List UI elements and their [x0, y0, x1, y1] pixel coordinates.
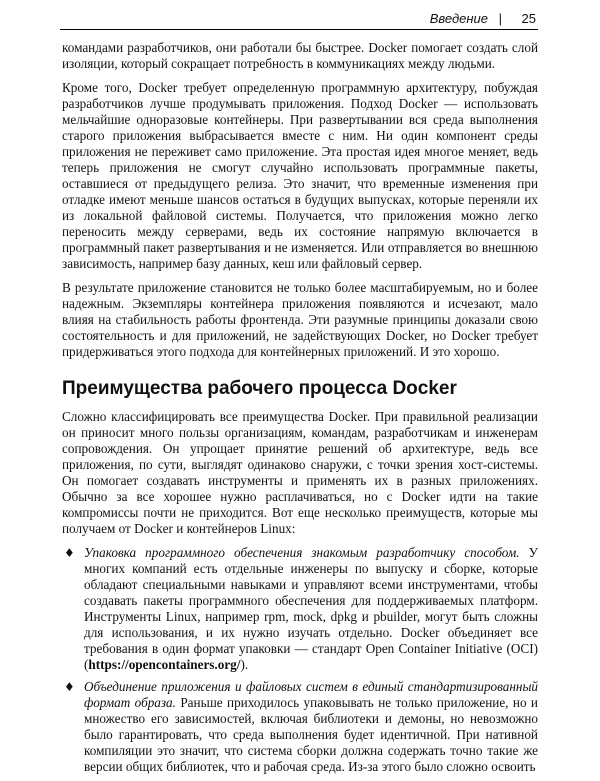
benefits-list	[62, 545, 538, 775]
paragraph-2: Кроме того, Docker требует определенную программную архитектуру, побуждая разработчиков лучше продумывать приложения. Подход Docker — использовать мельчайшие одноразовые контейнеры. При развертывании вся среда выполнения старого приложения выбрасывается вместе с ним. Ни один компонент среды приложения не переживет само приложение. Эта простая идея многое меняет, ведь теперь приложения не смогут случайно использовать программные пакеты, оставшиеся от предыдущего релиза. Это значит, что временные изменения при отладке имеют меньше шансов остаться в будущих выпусках, которые переняли их из локальной файловой системы. Получается, что приложения можно легко переносить между серверами, ведь их состояние напрямую включается в программный пакет развертывания и не изменяется. Или отправляется во внешнюю зависимость, например базу данных, кеш или файловый сервер.	[62, 80, 538, 271]
bullet-lead: Упаковка программного обеспечения знакомым разработчику способом.	[84, 545, 520, 560]
page-number: 25	[521, 11, 536, 26]
diamond-bullet-icon: ♦	[64, 680, 75, 694]
opencontainers-link[interactable]: https://opencontainers.org/	[88, 657, 241, 672]
section-heading: Преимущества рабочего процесса Docker	[62, 378, 457, 399]
body-text	[62, 40, 538, 781]
list-item	[62, 545, 538, 673]
running-head-separator: |	[498, 11, 502, 26]
paragraph-3: В результате приложение становится не только более масштабируемым, но и более надежным. Экземпляры контейнера приложения появляются и исчезают, мало влияя на стабильность работы фронтенда. Эти разумные принципы доказали свою состоятельность и для приложений, не задействующих Docker, но Docker требует придерживаться этого подхода для контейнерных приложений. И это хорошо.	[62, 280, 538, 359]
bullet-lead: Объединение приложения и файловых систем в единый стандартизированный формат образа.	[84, 679, 538, 710]
diamond-bullet-icon: ♦	[64, 546, 75, 560]
bullet-text: Раньше приходилось упаковывать не только приложение, но и множество его зависимостей, включая библиотеки и демоны, но невозможно было гарантировать, что среда выполнения будет идентичной. При нативной компиляции это значит, что система сборки должна содержать точно такие же версии общих библиотек, что и рабочая среда. Из-за этого было сложно освоить	[84, 695, 538, 774]
paragraph-1: командами разработчиков, они работали бы быстрее. Docker помогает создать слой изоляции, который сокращает потребность в коммуникациях между людьми.	[62, 40, 538, 71]
running-head	[60, 9, 538, 30]
section-intro: Сложно классифицировать все преимущества Docker. При правильной реализации он приносит много пользы организациям, командам, разработчикам и инженерам сопровождения. Он упрощает принятие решений об архитектуре, ведь все приложения, по сути, выглядят одинаково снаружи, с точки зрения хост-системы. Он помогает создавать инструменты и применять их в разных приложениях. Обычно за все хорошее нужно расплачиваться, но с Docker идти на такие компромиссы почти не приходится. Вот еще несколько преимуществ, которые мы получаем от Docker и контейнеров Linux:	[62, 409, 538, 536]
bullet-text: У многих компаний есть отдельные инженеры по выпуску и сборке, которые обладают специальными навыками и управляют всеми инструментами, чтобы создавать пакеты программного обеспечения для поддерживаемых платформ. Инструменты Linux, например rpm, mock, dpkg и pbuilder, могут быть сложны для использования, и их нужно изучать отдельно. Docker объединяет все требования в один формат упаковки — стандарт Open Container Initiative (OCI) (	[84, 545, 538, 672]
list-item	[62, 679, 538, 775]
bullet-tail: ).	[240, 657, 249, 672]
running-head-section: Введение	[429, 11, 488, 26]
